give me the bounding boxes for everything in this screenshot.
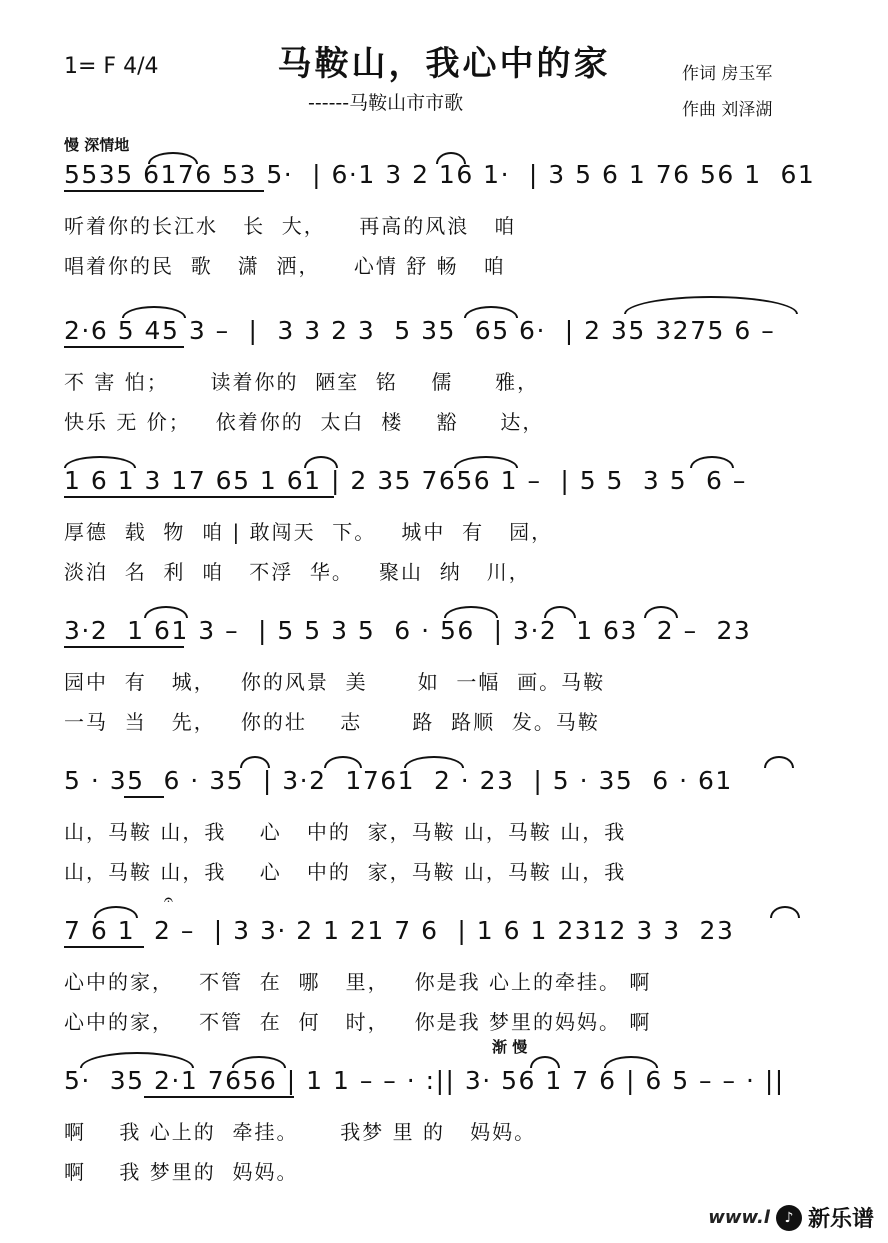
score-system-4 [64,616,824,736]
slur [764,756,794,768]
notation-line: 3·2 1 61 3 – | 5 5 3 5 6 · 56 | 3·2 1 63 2 – 23 [64,616,752,645]
tempo-marking: 慢 深情地 [64,136,130,154]
site-watermark [708,1202,874,1233]
slur [444,606,498,618]
notation-line: 1 6 1 3 17 65 1 61 | 2 35 7656 1 – | 5 5 3 5 6 – [64,466,747,495]
score-system-7 [64,1066,824,1186]
fermata-icon: 𝄐 [164,890,173,909]
lyric-verse-1: 听着你的长江水 长 大， 再高的风浪 咱 [64,214,517,238]
beam-line [64,646,184,648]
lyric-verse-2: 唱着你的民 歌 潇 洒， 心情 舒 畅 咱 [64,254,506,278]
notation-line: 5535 6176 53 5· | 6·1 3 2 16 1· | 3 5 6 1 76 56 1 61 [64,160,816,189]
score-system-3 [64,466,824,586]
lyric-verse-1: 厚德 载 物 咱 | 敢闯天 下。 城中 有 园， [64,520,554,544]
beam-line [124,796,164,798]
lyricist: 作词 房玉军 [682,64,773,84]
slur [436,152,466,164]
song-subtitle: ------马鞍山市市歌 [308,92,464,114]
slur [64,456,136,468]
slur [122,306,186,318]
slur [240,756,270,768]
notation-line: 5 · 35 6 · 35 | 3·2 1761 2 · 23 | 5 · 35 6 · 61 [64,766,733,795]
lyric-verse-1: 啊 我 心上的 牵挂。 我梦 里 的 妈妈。 [64,1120,537,1144]
slur [530,1056,560,1068]
score-system-6 [64,890,824,1036]
song-title: 马鞍山，我心中的家 [277,44,611,84]
lyric-verse-1: 不 害 怕； 读着你的 陋室 铭 儒 雅， [64,370,540,394]
slur [644,606,678,618]
beam-line [144,1096,294,1098]
beam-line [64,946,144,948]
notation-line: 5· 35 2·1 7656 | 1 1 – – · :|| 3· 56 1 7 6 | 6 5 – – · || [64,1066,785,1095]
beam-line [64,346,184,348]
slur [144,606,188,618]
ritardando-marking: 渐 慢 [492,1038,528,1056]
notation-line: 7 6 1 2 – | 3 3· 2 1 21 7 6 | 1 6 1 2312 3 3 23 [64,916,735,945]
lyric-verse-1: 心中的家， 不管 在 哪 里， 你是我 心上的牵挂。 啊 [64,970,652,994]
slur [604,1056,658,1068]
slur [544,606,576,618]
slur [80,1052,194,1068]
lyric-verse-1: 山，马鞍 山，我 心 中的 家，马鞍 山，马鞍 山，我 [64,820,627,844]
slur [770,906,800,918]
slur [232,1056,286,1068]
slur [148,152,198,164]
slur [624,296,798,314]
notation-line: 2·6 5 45 3 – | 3 3 2 3 5 35 65 6· | 2 35 3275 6 – [64,316,776,345]
watermark-brand: 新乐谱 [807,1207,874,1232]
slur [304,456,338,468]
beam-line [64,496,334,498]
score-system-2 [64,316,824,436]
score-system-1 [64,160,824,280]
lyric-verse-2: 啊 我 梦里的 妈妈。 [64,1160,299,1184]
beam-line [64,190,264,192]
lyric-verse-2: 快乐 无 价； 依着你的 太白 楼 豁 达， [64,410,545,434]
slur [454,456,518,468]
slur [690,456,734,468]
lyric-verse-2: 山，马鞍 山，我 心 中的 家，马鞍 山，马鞍 山，我 [64,860,627,884]
lyric-verse-1: 园中 有 城， 你的风景 美 如 一幅 画。马鞍 [64,670,606,694]
slur [94,906,138,918]
lyric-verse-2: 淡泊 名 利 咱 不浮 华。 聚山 纳 川， [64,560,531,584]
lyric-verse-2: 心中的家， 不管 在 何 时， 你是我 梦里的妈妈。 啊 [64,1010,652,1034]
slur [404,756,464,768]
slur [324,756,362,768]
lyric-verse-2: 一马 当 先， 你的壮 志 路 路顺 发。马鞍 [64,710,600,734]
watermark-url: www.l [708,1207,770,1228]
score-system-5 [64,766,824,886]
credits [682,56,772,128]
key-signature: 1= F 4/4 [64,54,159,79]
slur [464,306,518,318]
composer: 作曲 刘泽湖 [682,100,773,120]
music-disc-icon: ♪ [776,1205,802,1231]
